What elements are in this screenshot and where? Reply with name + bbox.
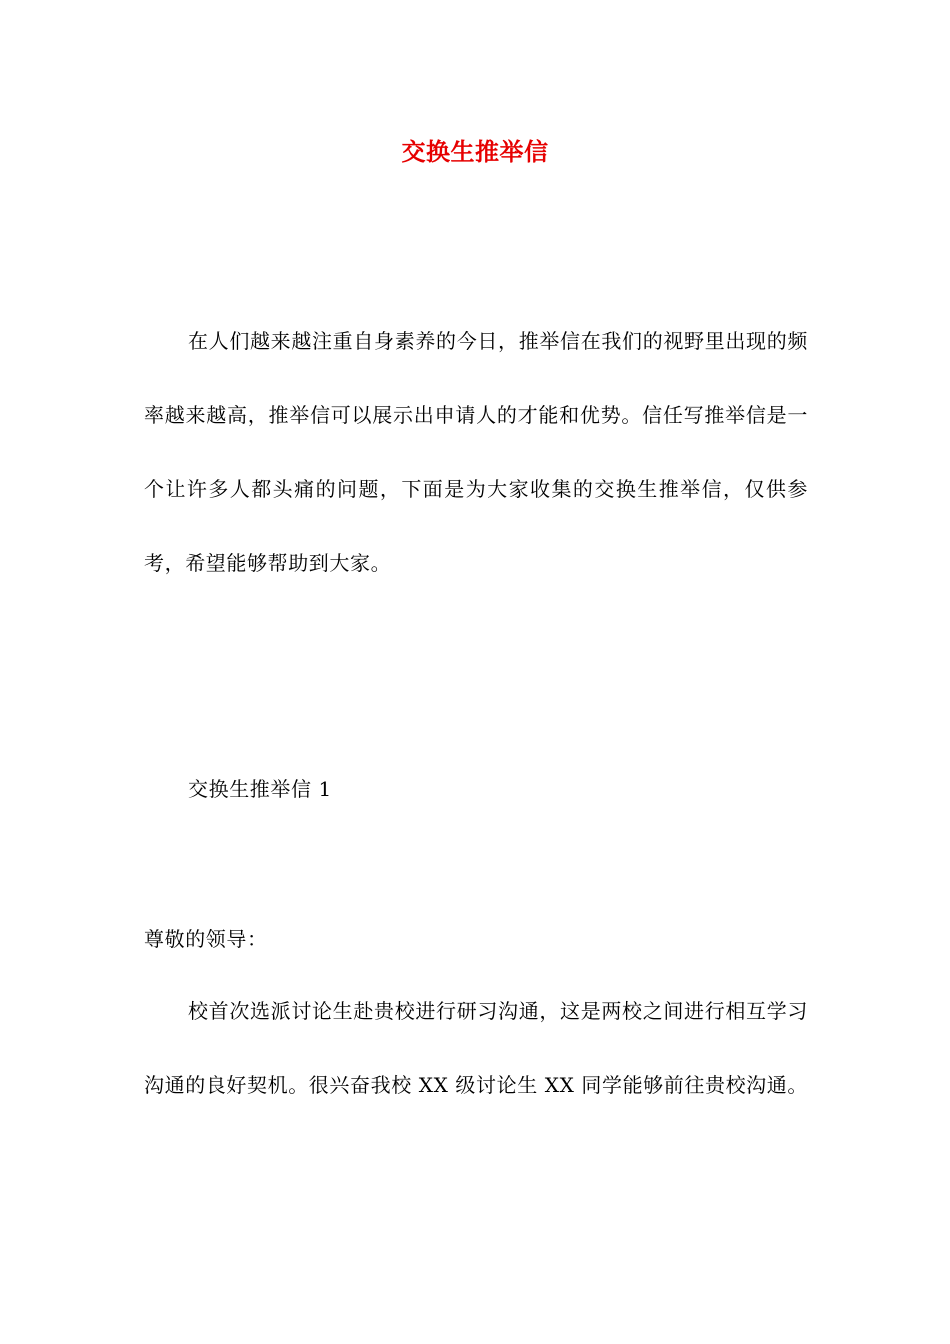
- body-paragraph: 校首次选派讨论生赴贵校进行研习沟通，这是两校之间进行相互学习沟通的良好契机。很兴奋我校 XX 级讨论生 XX 同学能够前往贵校沟通。: [144, 999, 808, 1097]
- salutation: 尊敬的领导：: [144, 927, 268, 951]
- letter-heading: 交换生推举信 1: [188, 777, 332, 801]
- intro-paragraph: 在人们越来越注重自身素养的今日，推举信在我们的视野里出现的频率越来越高，推举信可以展示出申请人的才能和优势。信任写推举信是一个让许多人都头痛的问题，下面是为大家收集的交换生推举信，仅供参考，希望能够帮助到大家。: [144, 329, 808, 575]
- document-title: 交换生推举信: [401, 137, 549, 166]
